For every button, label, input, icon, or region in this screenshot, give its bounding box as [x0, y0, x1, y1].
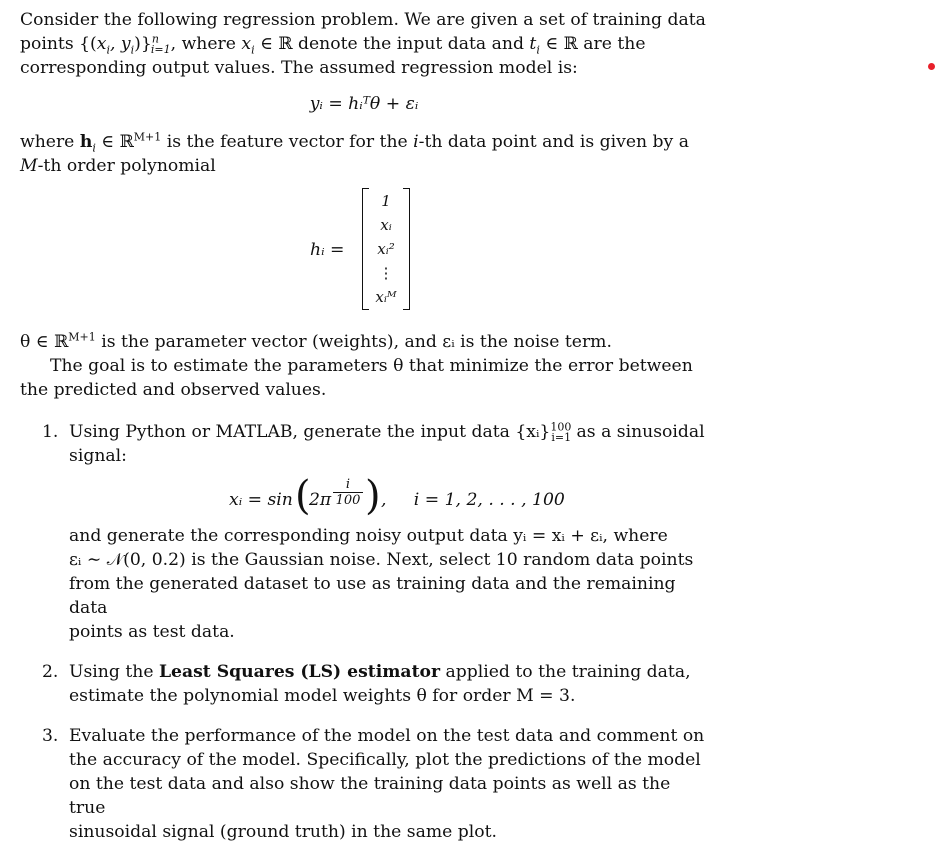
vector-bracket — [362, 188, 410, 310]
vector-entry: 1 — [381, 192, 391, 210]
task-list — [20, 420, 708, 844]
sinusoid-equation: xᵢ = sin ( 2π $\frac{i}{100}$ ) , i = 1, 2, . . . , 100 — [229, 473, 565, 519]
task-item-3: 3. Evaluate the performance of the model on the test data and comment on the accuracy of the model. Specifically, plot the predictions of the model on the test data and also show the training data points as well as the true sinusoidal signal (ground truth) in the same plot. — [42, 726, 705, 842]
fraction: $\frac{i}{100}$ — [333, 477, 363, 508]
model-equation: yᵢ = hᵢᵀθ + εᵢ — [309, 94, 419, 114]
vector-label: hᵢ = — [310, 240, 345, 260]
task-item-2: 2. Using the Least Squares (LS) estimator applied to the training data, estimate the polynomial model weights θ for order M = 3. — [42, 662, 691, 706]
feature-vector — [20, 184, 708, 322]
vector-entry: xᵢᴹ — [375, 288, 397, 306]
intro-paragraph: Consider the following regression problem. We are given a set of training data points {($x_i$, $y_i)\}^n_{i=1}$, where $x_i$ ∈ ℝ denote the input data and $t_i$ ∈ ℝ are the corresponding output values. The assumed regression model is: — [20, 10, 706, 78]
feature-paragraph: where $h_i$ ∈ ℝ$^{M+1}$ is the feature vector for the i-th data point and is given by a M-th order polynomial — [20, 130, 689, 176]
document-page — [20, 8, 708, 860]
task-item-1: 1. Using Python or MATLAB, generate the input data {xᵢ}$^{100}_{i=1}$ as a sinusoidal signal: xᵢ = sin ( 2π $\frac{i}{100}$ ) , i = 1, 2, . . . , 100 and generate the corresponding noisy output data yᵢ = xᵢ + εᵢ, where εᵢ ∼ 𝒩(0, 0.2) is the Gaussian noise. Next, select 10 random data points from the generated dataset to use as training data and the remaining data points as test data. — [20, 420, 708, 644]
vector-entry: xᵢ² — [377, 240, 395, 258]
vector-entry: ⋮ — [378, 264, 394, 282]
theta-paragraph: θ ∈ ℝ$^{M+1}$ is the parameter vector (weights), and εᵢ is the noise term. The goal is to estimate the parameters θ that minimize the error between the predicted and observed values. — [20, 330, 693, 400]
vector-entry: xᵢ — [380, 216, 392, 234]
red-marker-dot — [928, 63, 935, 70]
